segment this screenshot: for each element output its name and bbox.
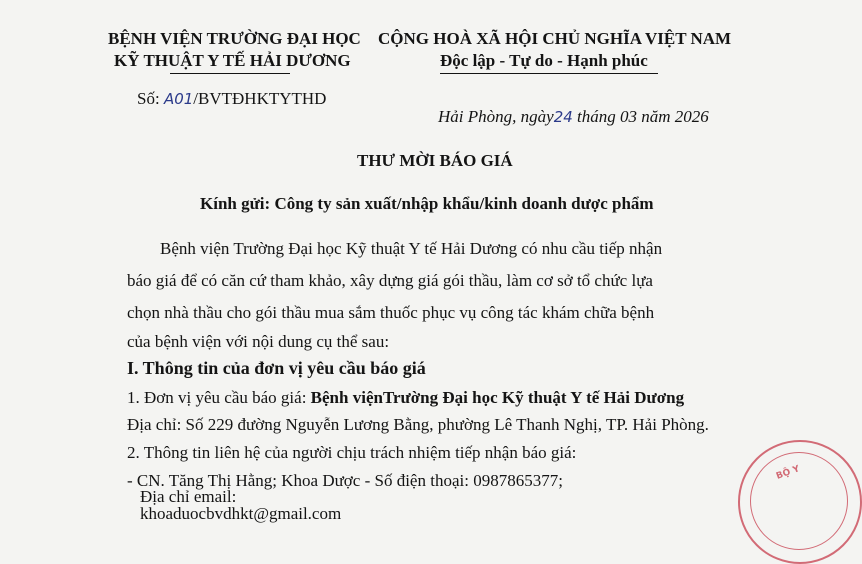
national-motto-line1: CỘNG HOÀ XÃ HỘI CHỦ NGHĨA VIỆT NAM	[378, 29, 732, 48]
section1-address: Địa chỉ: Số 229 đường Nguyễn Lương Bằng, phường Lê Thanh Nghị, TP. Hải Phòng.	[127, 415, 709, 434]
item1-label: 1. Đơn vị yêu cầu báo giá:	[127, 388, 307, 407]
org-name-line1: BỆNH VIỆN TRƯỜNG ĐẠI HỌC	[108, 29, 361, 48]
reference-suffix: /BVTĐHKTYTHD	[193, 89, 327, 108]
salutation: Kính gửi: Công ty sản xuất/nhập khẩu/kinh doanh dược phẩm	[200, 194, 654, 213]
body-line-3: chọn nhà thầu cho gói thầu mua sắm thuốc phục vụ công tác khám chữa bệnh	[127, 303, 655, 322]
dateline	[438, 108, 709, 125]
reference-handwritten: A01	[163, 90, 194, 108]
body-line-4: của bệnh viện với nội dung cụ thể sau:	[127, 332, 390, 351]
reference-number	[137, 90, 326, 107]
national-motto-line2: Độc lập - Tự do - Hạnh phúc	[440, 51, 648, 70]
body-line-1: Bệnh viện Trường Đại học Kỹ thuật Y tế Hải Dương có nhu cầu tiếp nhận	[160, 239, 663, 258]
org-name-line2: KỸ THUẬT Y TẾ HẢI DƯƠNG	[114, 51, 351, 70]
section1-email-partial: Địa chỉ email: khoaduocbvdhkt@gmail.com	[140, 487, 342, 523]
stamp-text: BỘ Y	[775, 464, 802, 482]
section1-heading: I. Thông tin của đơn vị yêu cầu báo giá	[127, 358, 426, 378]
item1-value: Bệnh việnTrường Đại học Kỹ thuật Y tế Hải Dương	[310, 388, 685, 407]
dateline-day: 24	[553, 108, 573, 126]
official-stamp	[738, 440, 862, 564]
motto-underline	[440, 73, 658, 74]
dateline-before: Hải Phòng, ngày	[438, 107, 554, 126]
reference-prefix: Số:	[137, 89, 160, 108]
dateline-after: tháng 03 năm 2026	[577, 107, 709, 126]
org-underline	[170, 73, 290, 74]
document-title: THƯ MỜI BÁO GIÁ	[357, 151, 513, 170]
section1-item1	[127, 389, 684, 406]
body-line-2: báo giá để có căn cứ tham khảo, xây dựng giá gói thầu, làm cơ sở tổ chức lựa	[127, 271, 653, 290]
section1-contact: - CN. Tăng Thị Hằng; Khoa Dược - Số điện thoại: 0987865377;	[127, 471, 563, 490]
section1-email-partial-wrapper	[140, 487, 440, 523]
section1-item2: 2. Thông tin liên hệ của người chịu trách nhiệm tiếp nhận báo giá:	[127, 443, 577, 462]
